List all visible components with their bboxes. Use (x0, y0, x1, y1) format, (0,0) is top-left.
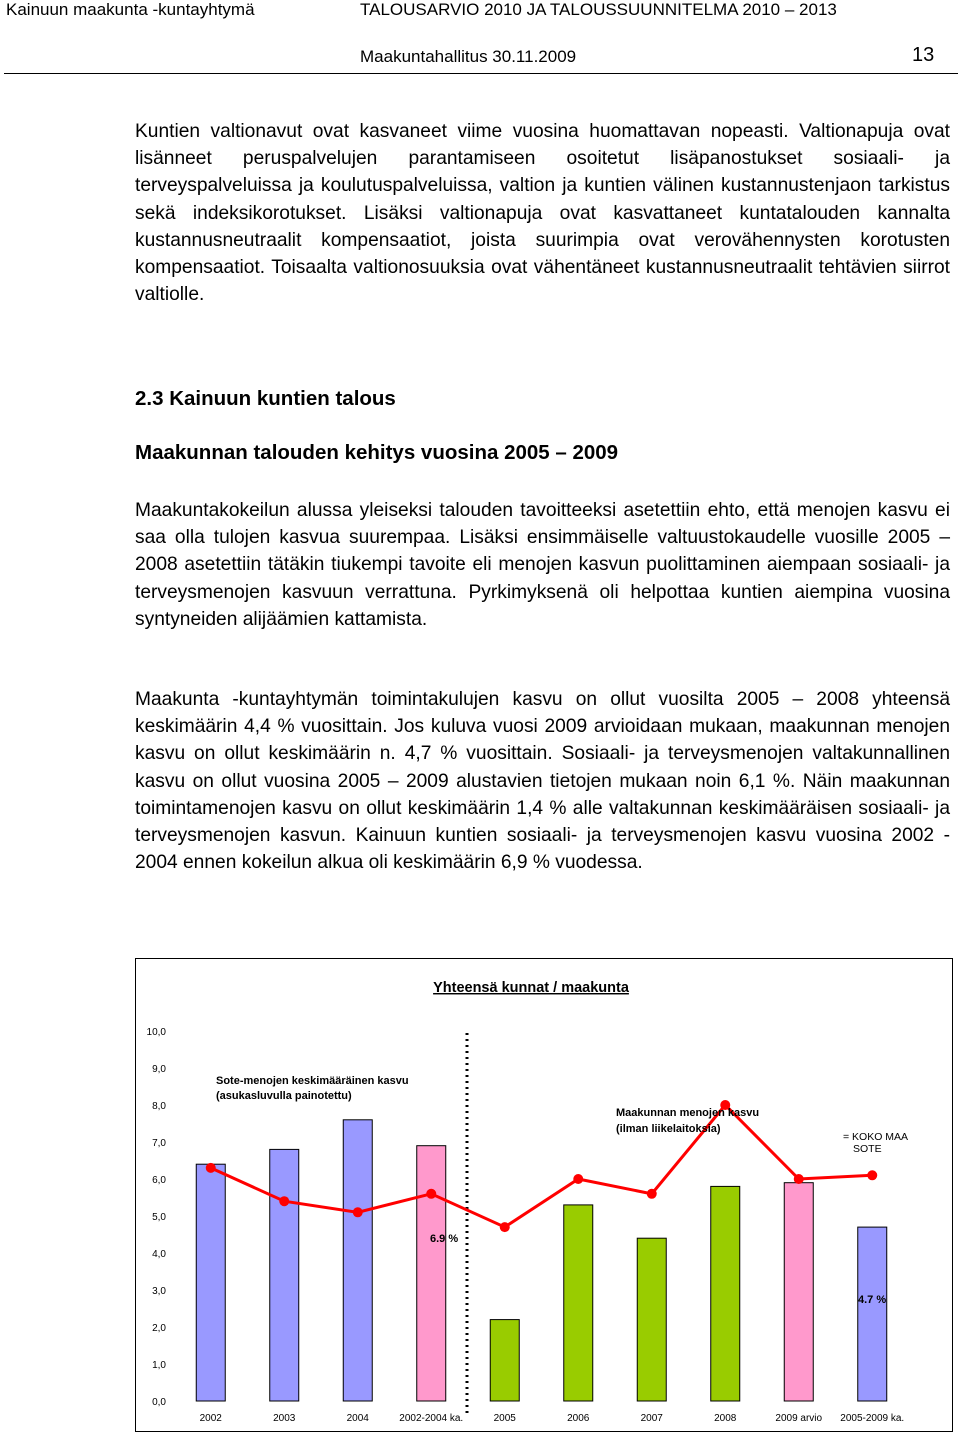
trend-point (867, 1170, 877, 1180)
x-category-label: 2005 (493, 1413, 516, 1424)
y-tick-label: 9,0 (152, 1064, 166, 1075)
y-tick-label: 4,0 (152, 1249, 166, 1260)
header-meeting: Maakuntahallitus 30.11.2009 (360, 47, 577, 66)
trend-point (794, 1174, 804, 1184)
subsection-heading: Maakunnan talouden kehitys vuosina 2005 – 2009 (135, 441, 619, 464)
chart-title: Yhteensä kunnat / maakunta (433, 980, 629, 996)
bar (196, 1164, 225, 1401)
paragraph-tavoitteet: Maakuntakokeilun alussa yleiseksi talouden tavoitteeksi asetettiin ehto, että menojen kasvu ei saa olla tulojen kasvua suurempaa. Lisäksi ensimmäiselle valtuustokaudelle vuosille 2005 – 2008 asetettiin tätäkin tiukempi tavoite eli menojen kasvun puolittaminen aiempaan sosiaali- ja terveysmenojen kasvuun verrattuna. Pyrkimyksenä oli helpottaa kuntien aiempina vuosina syntyneiden alijäämien kattamista. (135, 500, 950, 630)
x-category-label: 2005-2009 ka. (840, 1413, 905, 1424)
bar (858, 1227, 887, 1401)
x-category-label: 2009 arvio (775, 1413, 823, 1424)
bar (343, 1120, 372, 1401)
x-category-label: 2008 (714, 1413, 737, 1424)
bar (417, 1146, 446, 1401)
trend-point (206, 1163, 216, 1173)
bar (784, 1183, 813, 1401)
bar (270, 1149, 299, 1401)
growth-chart (135, 958, 953, 1432)
y-tick-label: 1,0 (152, 1360, 166, 1371)
trend-point (426, 1189, 436, 1199)
trend-point (353, 1207, 363, 1217)
paragraph-kasvu: Maakunta -kuntayhtymän toimintakulujen kasvu on ollut vuosilta 2005 – 2008 yhteensä keskimäärin 4,4 % vuosittain. Jos kuluva vuosi 2009 arvioidaan mukaan, maakunnan menojen kasvu on ollut keskimäärin n. 4,7 % vuosittain. Sosiaali- ja terveysmenojen valtakunnallinen kasvu on ollut vuosina 2005 – 2009 alustavien tietojen mukaan noin 6,1 %. Näin maakunnan toimintamenojen kasvu on ollut keskimäärin 1,4 % alle valtakunnan keskimääräisen sosiaali- ja terveysmenojen kasvun. Kainuun kuntien sosiaali- ja terveysmenojen kasvu vuosina 2002 - 2004 ennen kokeilun alkua oli keskimäärin 6,9 % vuodessa. (135, 689, 950, 874)
bar (490, 1320, 519, 1401)
x-category-label: 2004 (346, 1413, 369, 1424)
label-6-9-percent: 6.9 % (430, 1233, 459, 1245)
header-rule (4, 73, 958, 74)
y-tick-label: 2,0 (152, 1323, 166, 1334)
x-category-label: 2006 (567, 1413, 590, 1424)
sote-label-line2: (asukasluvulla painotettu) (216, 1090, 352, 1102)
x-category-label: 2002-2004 ka. (399, 1413, 464, 1424)
label-4-7-percent: 4.7 % (858, 1294, 887, 1306)
chart-svg (136, 959, 952, 1431)
y-tick-label: 0,0 (152, 1397, 166, 1408)
sote-trend-line (211, 1105, 873, 1227)
section-heading: 2.3 Kainuun kuntien talous (135, 387, 396, 410)
maakunta-label-line2: (ilman liikelaitoksia) (616, 1123, 721, 1135)
x-category-label: 2003 (273, 1413, 296, 1424)
page-number: 13 (912, 44, 935, 66)
y-tick-label: 10,0 (146, 1027, 166, 1038)
x-category-label: 2007 (640, 1413, 663, 1424)
header-document-title: TALOUSARVIO 2010 JA TALOUSSUUNNITELMA 2010 – 2013 (360, 0, 837, 19)
paragraph-valtionavut: Kuntien valtionavut ovat kasvaneet viime vuosina huomattavan nopeasti. Valtionapuja ovat lisänneet peruspalvelujen parantamiseen osoitetut lisäpanostukset sosiaali- ja terveyspalveluissa ja koulutuspalveluissa, valtion ja kuntien välinen kustannustenjaon tarkistus sekä indeksikorotukset. Lisäksi valtionapuja ovat kasvattaneet kuntatalouden kannalta kustannusneutraalit kompensaatiot, joista suurimpia ovat verovähennysten korotusten kompensaatiot. Toisaalta valtionosuuksia ovat vähentäneet kustannusneutraalit tehtävien siirrot valtiolle. (135, 121, 950, 306)
legend-sote: SOTE (853, 1143, 882, 1155)
bar (637, 1238, 666, 1401)
trend-point (573, 1174, 583, 1184)
x-category-label: 2002 (199, 1413, 222, 1424)
maakunta-label-line1: Maakunnan menojen kasvu (616, 1107, 760, 1119)
bar (711, 1186, 740, 1401)
header-organization: Kainuun maakunta -kuntayhtymä (6, 0, 255, 19)
trend-point (500, 1222, 510, 1232)
trend-point (647, 1189, 657, 1199)
y-tick-label: 5,0 (152, 1212, 166, 1223)
y-tick-label: 7,0 (152, 1138, 166, 1149)
y-tick-label: 6,0 (152, 1175, 166, 1186)
y-tick-label: 3,0 (152, 1286, 166, 1297)
trend-point (279, 1196, 289, 1206)
sote-label-line1: Sote-menojen keskimääräinen kasvu (216, 1075, 409, 1087)
bar (564, 1205, 593, 1401)
y-tick-label: 8,0 (152, 1101, 166, 1112)
legend-koko-maa: = KOKO MAA (843, 1131, 909, 1143)
